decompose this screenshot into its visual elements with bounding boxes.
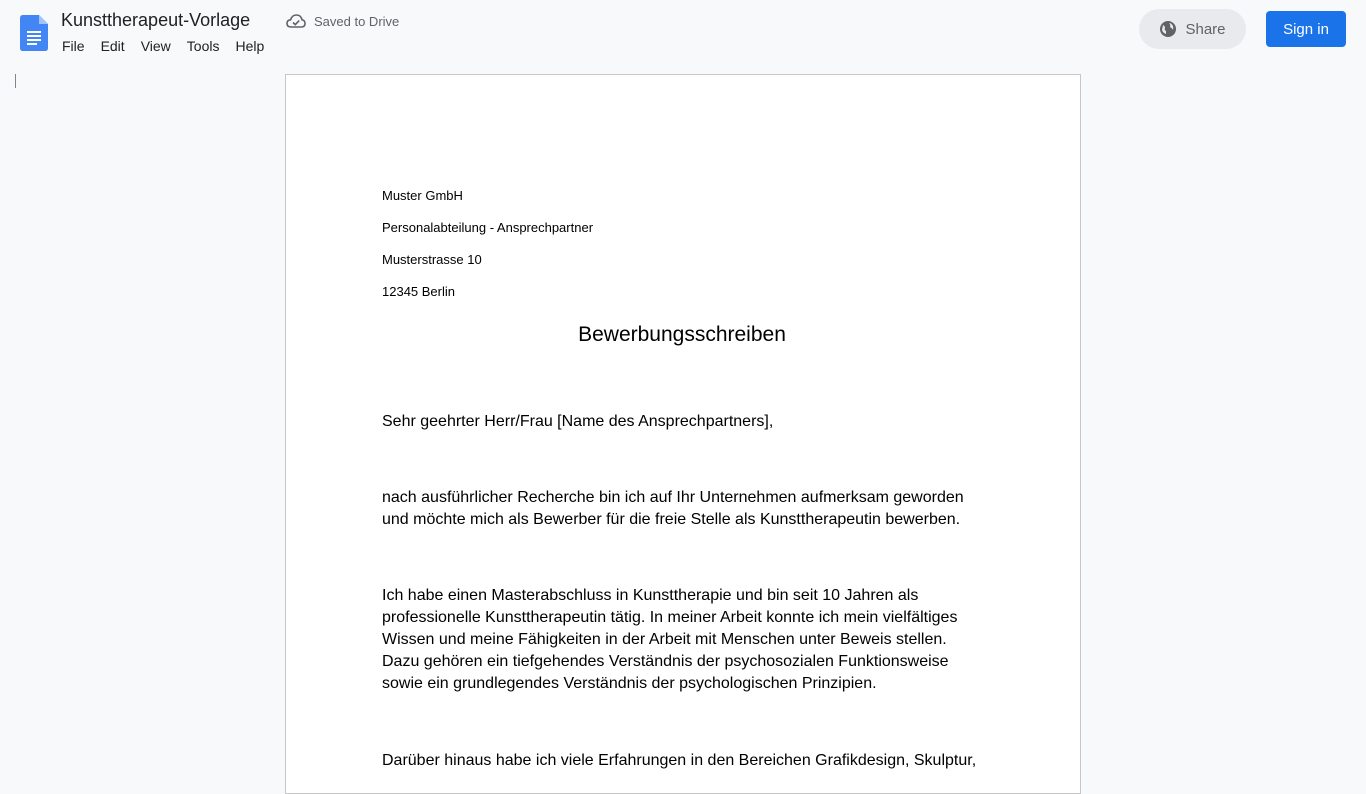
document-title[interactable]: Kunsttherapeut-Vorlage [61, 10, 251, 30]
share-button[interactable] [1139, 9, 1246, 49]
globe-icon [1159, 20, 1177, 38]
body-paragraph: Ich habe einen Masterabschluss in Kunsttherapie und bin seit 10 Jahren als professionelle Kunsttherapeutin tätig. In meiner Arbeit konnte ich mein vielfältiges Wissen und meine Fähigkeiten in der Arbeit mit Menschen unter Beweis stellen. Dazu gehören ein tiefgehendes Verständnis der psychosozialen Funktionsweise sowie ein grundlegendes Verständnis der psychologischen Prinzipien. [382, 587, 958, 692]
menu-bar [54, 36, 272, 56]
save-status [286, 13, 399, 29]
menu-view[interactable]: View [140, 38, 171, 54]
menu-file[interactable]: File [62, 38, 85, 54]
cloud-done-icon [286, 13, 306, 29]
body-paragraph: Darüber hinaus habe ich viele Erfahrungen in den Bereichen Grafikdesign, Skulptur, [382, 752, 977, 769]
menu-help[interactable]: Help [235, 38, 265, 54]
address-line: Muster GmbH [382, 188, 463, 203]
google-docs-icon[interactable] [20, 15, 48, 51]
address-line: Personalabteilung - Ansprechpartner [382, 220, 594, 235]
ruler-marker [15, 74, 16, 88]
menu-edit[interactable]: Edit [100, 38, 125, 54]
document-page[interactable] [285, 74, 1081, 794]
body-paragraph: nach ausführlicher Recherche bin ich auf Ihr Unternehmen aufmerksam geworden und möchte mich als Bewerber für die freie Stelle als Kunsttherapeutin bewerben. [382, 489, 964, 528]
share-label: Share [1185, 20, 1226, 38]
menu-tools[interactable]: Tools [186, 38, 220, 54]
sign-in-button[interactable]: Sign in [1266, 11, 1346, 47]
top-bar [0, 0, 1366, 64]
address-line: 12345 Berlin [382, 284, 455, 299]
document-heading: Bewerbungsschreiben [578, 323, 786, 346]
save-status-label: Saved to Drive [314, 13, 400, 29]
address-line: Musterstrasse 10 [382, 252, 482, 267]
salutation: Sehr geehrter Herr/Frau [Name des Ansprechpartners], [382, 413, 774, 430]
